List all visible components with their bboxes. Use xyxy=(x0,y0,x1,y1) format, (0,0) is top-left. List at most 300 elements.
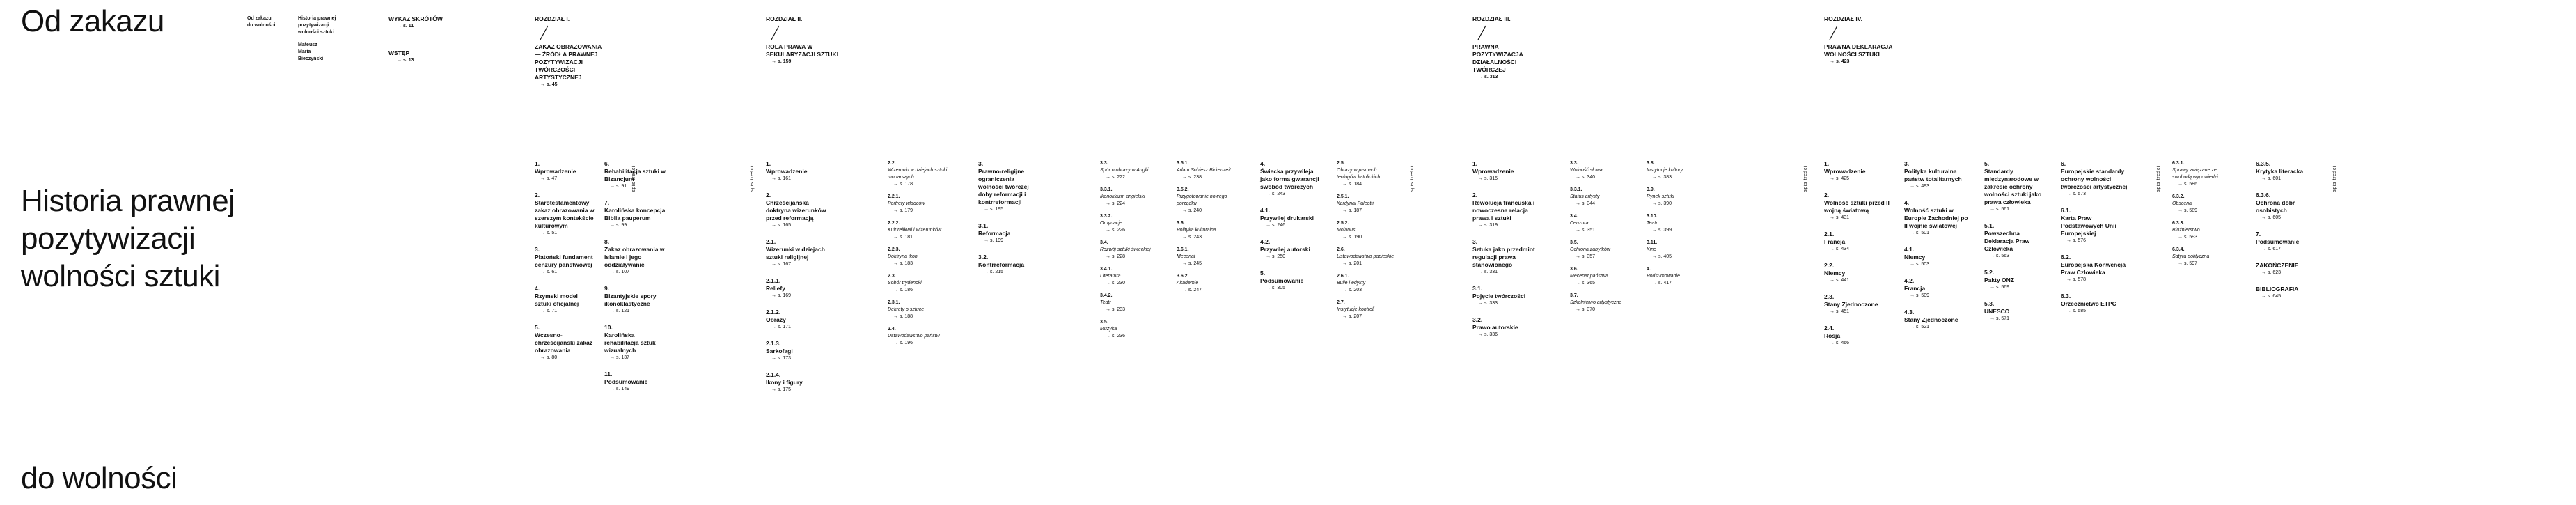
toc-entry[interactable] xyxy=(1570,240,1633,261)
toc-entry[interactable] xyxy=(1824,262,1890,284)
front-subtitle-author: Historia prawnej pozytywizacji wolności sztuki Mateusz Maria Bieczyński xyxy=(298,16,336,61)
toc-entry-page: → s. 405 xyxy=(1652,254,1672,259)
toc-entry[interactable] xyxy=(1177,247,1239,267)
toc-entry-title: Europejskie standardy ochrony wolności twórczości artystycznej xyxy=(2061,168,2128,190)
toc-entry-title: Powszechna Deklaracja Praw Człowieka xyxy=(1984,230,2030,252)
toc-entry-number: 6.3.4. xyxy=(2172,247,2185,252)
toc-entry[interactable] xyxy=(1472,316,1539,339)
toc-entry[interactable] xyxy=(1177,220,1239,241)
toc-entry[interactable] xyxy=(2256,231,2318,253)
toc-entry-number: 6.3.5. xyxy=(2256,160,2271,167)
toc-entry-title: Rynek sztuki xyxy=(1647,194,1674,199)
toc-entry-title: Muzyka xyxy=(1100,327,1117,332)
toc-entry[interactable] xyxy=(1337,247,1396,267)
toc-entry[interactable] xyxy=(888,300,950,320)
toc-entry-title: Europejska Konwencja Praw Człowieka xyxy=(2061,261,2126,276)
toc-entry[interactable] xyxy=(1570,213,1633,234)
toc-entry-title: Bluźnierstwo xyxy=(2172,228,2200,233)
toc-entry-number: 8. xyxy=(604,238,610,245)
toc-entry-page: → s. 171 xyxy=(771,325,792,329)
toc-entry[interactable] xyxy=(1824,192,1890,222)
toc-entry-page: → s. 184 xyxy=(1342,182,1362,187)
toc-entry-page: → s. 344 xyxy=(1576,201,1596,206)
toc-column xyxy=(535,160,596,371)
toc-entry-number: 5. xyxy=(1260,270,1266,277)
chapter-1-header[interactable]: ROZDZIAŁ I. ZAKAZ OBRAZOWANIA — ŹRÓDŁA PRAWNEJ POZYTYWIZACJI TWÓRCZOŚCI ARTYSTYCZNEJ → s. 45 xyxy=(535,15,602,87)
toc-entry-title: Teatr xyxy=(1100,300,1111,305)
toc-entry-page: → s. 501 xyxy=(1910,231,1930,235)
toc-entry[interactable] xyxy=(766,238,832,268)
toc-entry-page: → s. 370 xyxy=(1576,307,1596,312)
toc-entry-title: Akademie xyxy=(1177,281,1199,286)
toc-entry-page: → s. 578 xyxy=(2066,277,2087,282)
toc-entry[interactable] xyxy=(1337,273,1396,294)
toc-entry-page: → s. 121 xyxy=(610,309,630,313)
toc-entry-page: → s. 585 xyxy=(2066,309,2087,313)
toc-entry[interactable] xyxy=(2172,160,2235,188)
toc-entry-number: 3.2. xyxy=(1472,316,1483,323)
toc-entry[interactable] xyxy=(766,277,832,300)
toc-entry-number: 11. xyxy=(604,371,613,378)
toc-entry-title: Karolińska koncepcja Biblia pauperum xyxy=(604,207,666,222)
toc-entry-page: → s. 441 xyxy=(1830,278,1850,283)
toc-entry[interactable] xyxy=(1824,325,1890,347)
toc-entry-page: → s. 238 xyxy=(1182,175,1202,180)
toc-entry-title: Molanus xyxy=(1337,228,1356,233)
toc-entry-number: 3.6. xyxy=(1177,221,1185,226)
toc-entry[interactable] xyxy=(2061,293,2130,315)
toc-entry[interactable] xyxy=(2256,192,2318,222)
toc-entry-number: 2.2.2. xyxy=(888,221,900,226)
toc-column xyxy=(978,160,1034,285)
toc-entry[interactable] xyxy=(1472,192,1539,229)
toc-entry-number: 2.1.4. xyxy=(766,371,781,378)
toc-entry[interactable] xyxy=(1570,266,1633,287)
toc-entry[interactable] xyxy=(1904,199,1970,237)
toc-entry-title: Przygotowanie nowego porządku xyxy=(1177,194,1227,206)
toc-entry-title: Francja xyxy=(1904,285,1926,292)
toc-entry-page: → s. 173 xyxy=(771,356,792,361)
toc-entry-number: 3.3. xyxy=(1570,161,1578,166)
toc-column xyxy=(1100,160,1163,345)
toc-entry-number: 2.5.2. xyxy=(1337,221,1349,226)
toc-entry-title: Sztuka jako przedmiot regulacji prawa stanowionego xyxy=(1472,246,1535,268)
toc-entry-number: 6.3.1. xyxy=(2172,161,2185,166)
toc-entry-page: → s. 175 xyxy=(771,387,792,392)
toc-entry[interactable] xyxy=(766,340,832,362)
toc-entry-number: 3.1. xyxy=(978,222,989,229)
toc-entry[interactable] xyxy=(766,192,832,229)
toc-entry[interactable] xyxy=(1824,160,1890,182)
toc-entry-page: → s. 333 xyxy=(1478,301,1498,306)
toc-entry-title: Polityka kulturalna xyxy=(1177,228,1216,233)
toc-entry-number: 6.3.2. xyxy=(2172,194,2185,199)
abbrev-entry[interactable]: WYKAZ SKRÓTÓW → s. 11 WSTĘP → s. 13 xyxy=(388,15,443,63)
toc-entry-title: Karta Praw Podstawowych Unii Europejskiej xyxy=(2061,215,2116,237)
toc-column xyxy=(888,160,950,352)
toc-entry-page: → s. 165 xyxy=(771,223,792,228)
toc-entry-title: Karolińska rehabilitacja sztuk wizualnych xyxy=(604,332,656,354)
toc-entry[interactable] xyxy=(535,160,596,182)
toc-entry[interactable] xyxy=(1177,187,1239,215)
toc-entry-title: Ustawodawstwo papieskie xyxy=(1337,254,1395,259)
toc-entry-title: Stany Zjednoczone xyxy=(1824,301,1878,308)
toc-entry-title: Wprowadzenie xyxy=(1472,168,1514,175)
toc-entry-title: Sarkofagi xyxy=(766,348,793,355)
toc-entry-page: → s. 571 xyxy=(1990,316,2010,321)
toc-entry-title: Niemcy xyxy=(1904,254,1926,261)
toc-entry[interactable] xyxy=(1177,273,1239,294)
toc-entry[interactable] xyxy=(888,160,950,188)
toc-entry[interactable] xyxy=(604,371,666,393)
toc-entry[interactable] xyxy=(1100,240,1163,261)
toc-entry-page: → s. 623 xyxy=(2261,270,2282,275)
toc-entry-number: 3.4. xyxy=(1570,214,1578,219)
toc-entry-page: → s. 250 xyxy=(1266,254,1286,259)
toc-entry[interactable] xyxy=(604,238,666,276)
toc-entry-title: Instytucje kontroli xyxy=(1337,307,1375,312)
toc-entry-page: → s. 199 xyxy=(984,238,1004,243)
toc-entry-page: → s. 236 xyxy=(1106,334,1126,339)
toc-entry-title: Przywilej drukarski xyxy=(1260,215,1314,222)
toc-entry[interactable] xyxy=(2256,160,2318,182)
toc-entry-title: Ikonoklazm angielski xyxy=(1100,194,1145,199)
toc-entry[interactable] xyxy=(1260,270,1319,292)
toc-entry-number: 3.8. xyxy=(1647,161,1655,166)
toc-entry-number: 1. xyxy=(535,160,540,167)
toc-entry-page: → s. 617 xyxy=(2261,247,2282,251)
toc-entry[interactable] xyxy=(535,246,596,276)
chapter-2-header[interactable]: ROZDZIAŁ II. ROLA PRAWA W SEKULARYZACJI SZTUKI → s. 159 xyxy=(766,15,839,64)
toc-entry-page: → s. 149 xyxy=(610,387,630,391)
toc-entry[interactable] xyxy=(1100,213,1163,234)
toc-column xyxy=(1260,160,1319,301)
toc-column xyxy=(1647,160,1709,293)
toc-entry-title: Świecka przywileja jako forma gwarancji swobód twórczych xyxy=(1260,168,1319,190)
toc-entry-number: 1. xyxy=(1824,160,1830,167)
toc-entry-number: 6.2. xyxy=(2061,254,2071,261)
toc-entry-page: → s. 451 xyxy=(1830,309,1850,314)
toc-entry-number: 6.3. xyxy=(2061,293,2071,300)
toc-column xyxy=(1904,160,1970,340)
toc-entry-page: → s. 183 xyxy=(893,261,913,266)
toc-entry[interactable] xyxy=(1984,160,2050,213)
toc-entry-number: 2.1. xyxy=(1824,231,1835,238)
toc-entry[interactable] xyxy=(1904,277,1970,300)
toc-entry-page: → s. 319 xyxy=(1478,223,1498,228)
toc-entry-title: Starotestamentowy zakaz obrazowania w szerszym kontekście kulturowym xyxy=(535,199,595,229)
toc-entry[interactable] xyxy=(888,220,950,241)
toc-entry[interactable] xyxy=(1570,160,1633,181)
toc-entry-page: → s. 576 xyxy=(2066,238,2087,243)
toc-entry-title: UNESCO xyxy=(1984,308,2010,315)
toc-entry[interactable] xyxy=(1472,285,1539,307)
toc-entry[interactable] xyxy=(1904,246,1970,268)
toc-entry-number: 2.2.1. xyxy=(888,194,900,199)
toc-entry-title: Zakaz obrazowania w islamie i jego oddziaływanie xyxy=(604,246,665,268)
toc-entry-title: Mecenat państwa xyxy=(1570,274,1608,279)
toc-entry[interactable] xyxy=(1100,160,1163,181)
toc-entry-page: → s. 51 xyxy=(540,231,558,235)
toc-entry-number: 2.1.3. xyxy=(766,340,781,347)
toc-entry-title: Wizerunki w dziejach sztuki monarszych xyxy=(888,168,948,180)
toc-entry-number: 6.3.6. xyxy=(2256,192,2271,199)
toc-entry-title: Podsumowanie xyxy=(1647,274,1680,279)
toc-entry-page: → s. 99 xyxy=(610,223,627,228)
toc-entry-title: Stany Zjednoczone xyxy=(1904,316,1958,323)
toc-entry-title: Sprawy związane ze swobodą wypowiedzi xyxy=(2172,168,2218,180)
toc-entry[interactable] xyxy=(1260,160,1319,198)
toc-entry-number: 3.4. xyxy=(1100,240,1108,245)
toc-entry-number: 5.2. xyxy=(1984,269,1995,276)
toc-entry-title: Francja xyxy=(1824,238,1846,245)
toc-entry-number: 2.6. xyxy=(1337,247,1345,252)
toc-entry-title: Teatr xyxy=(1647,221,1658,226)
toc-entry[interactable] xyxy=(1100,319,1163,340)
toc-entry-page: → s. 107 xyxy=(610,270,630,274)
toc-entry-page: → s. 71 xyxy=(540,309,558,313)
toc-entry-title: Obrazy xyxy=(766,316,786,323)
toc-entry-number: 2.4. xyxy=(888,327,896,332)
toc-entry-page: → s. 315 xyxy=(1478,176,1498,181)
toc-entry[interactable] xyxy=(1337,300,1396,320)
slash-icon xyxy=(539,25,549,40)
toc-entry[interactable] xyxy=(1984,269,2050,291)
toc-entry-number: 5.1. xyxy=(1984,222,1995,229)
toc-entry[interactable] xyxy=(888,273,950,294)
toc-entry-number: 3.6.1. xyxy=(1177,247,1189,252)
toc-entry-number: 2. xyxy=(535,192,540,199)
toc-entry-number: 3.5. xyxy=(1100,320,1108,325)
toc-entry-number: 2.1. xyxy=(766,238,776,245)
toc-entry[interactable] xyxy=(2172,194,2235,215)
toc-entry-title: Mecenat xyxy=(1177,254,1195,259)
toc-entry[interactable] xyxy=(1824,293,1890,316)
toc-entry[interactable] xyxy=(604,199,666,229)
toc-entry-title: Szkolnictwo artystyczne xyxy=(1570,300,1622,305)
toc-entry[interactable] xyxy=(1647,213,1709,234)
toc-entry-number: 6. xyxy=(604,160,610,167)
toc-entry[interactable] xyxy=(978,254,1034,276)
toc-entry-page: → s. 247 xyxy=(1182,288,1202,293)
toc-entry-title: Cenzura xyxy=(1570,221,1589,226)
toc-entry[interactable] xyxy=(535,324,596,362)
toc-entry-title: Status artysty xyxy=(1570,194,1600,199)
toc-entry-page: → s. 586 xyxy=(2178,182,2198,187)
toc-entry-page: → s. 80 xyxy=(540,355,558,360)
chapter-4-header[interactable]: ROZDZIAŁ IV. PRAWNA DEKLARACJA WOLNOŚCI SZTUKI → s. 423 xyxy=(1824,15,1893,64)
toc-entry[interactable] xyxy=(1984,300,2050,323)
toc-entry-number: 3.10. xyxy=(1647,214,1658,219)
toc-entry-number: 3.6. xyxy=(1570,267,1578,272)
toc-entry[interactable] xyxy=(1177,160,1239,181)
toc-entry-page: → s. 240 xyxy=(1182,208,1202,213)
toc-entry-number: 3. xyxy=(978,160,984,167)
toc-entry-page: → s. 573 xyxy=(2066,192,2087,196)
toc-entry-page: → s. 597 xyxy=(2178,261,2198,266)
toc-column xyxy=(1570,160,1633,319)
toc-entry-page: → s. 466 xyxy=(1830,341,1850,345)
toc-entry-page: → s. 195 xyxy=(984,207,1004,212)
toc-entry[interactable] xyxy=(978,160,1034,213)
toc-entry-title: Platoński fundament cenzury państwowej xyxy=(535,254,593,268)
toc-entry[interactable] xyxy=(766,160,832,182)
toc-entry-title: Wolność słowa xyxy=(1570,168,1603,173)
toc-entry[interactable] xyxy=(1472,160,1539,182)
toc-column xyxy=(1472,160,1539,348)
toc-entry-number: 3. xyxy=(1472,238,1478,245)
toc-entry-title: Kontrreformacja xyxy=(978,261,1025,268)
toc-entry[interactable] xyxy=(1570,293,1633,313)
toc-entry-title: Reformacja xyxy=(978,230,1011,237)
toc-entry[interactable] xyxy=(1904,160,1970,190)
toc-entry-page: → s. 305 xyxy=(1266,286,1286,290)
toc-entry-page: → s. 589 xyxy=(2178,208,2198,213)
toc-entry-number: 3. xyxy=(1904,160,1910,167)
toc-entry-title: Rewolucja francuska i nowoczesna relacja prawa i sztuki xyxy=(1472,199,1535,222)
toc-entry[interactable] xyxy=(1984,222,2050,260)
toc-entry-title: Prawo autorskie xyxy=(1472,324,1518,331)
toc-entry-title: Przywilej autorski xyxy=(1260,246,1310,253)
toc-entry[interactable] xyxy=(2061,207,2130,244)
toc-entry[interactable] xyxy=(1647,240,1709,261)
toc-entry-page: → s. 561 xyxy=(1990,207,2010,212)
toc-entry-title: Spór o obrazy w Anglii xyxy=(1100,168,1149,173)
toc-entry[interactable] xyxy=(1472,238,1539,276)
toc-entry[interactable] xyxy=(1570,187,1633,208)
toc-entry-number: 3.6.2. xyxy=(1177,274,1189,279)
toc-entry-page: → s. 645 xyxy=(2261,294,2282,299)
toc-entry-page: → s. 245 xyxy=(1182,261,1202,266)
toc-entry[interactable] xyxy=(2256,262,2318,277)
toc-entry-title: Podsumowanie xyxy=(2256,238,2300,245)
toc-entry-page: → s. 233 xyxy=(1106,307,1126,312)
toc-entry[interactable] xyxy=(2061,254,2130,283)
toc-entry-page: → s. 207 xyxy=(1342,314,1362,319)
toc-entry-page: → s. 593 xyxy=(2178,235,2198,240)
toc-entry-page: → s. 425 xyxy=(1830,176,1850,181)
toc-entry-title: Podsumowanie xyxy=(1260,277,1304,284)
chapter-3-header[interactable]: ROZDZIAŁ III. PRAWNA POZYTYWIZACJA DZIAŁALNOŚCI TWÓRCZEJ → s. 313 xyxy=(1472,15,1523,79)
toc-entry[interactable] xyxy=(1100,187,1163,208)
toc-entry-title: Literatura xyxy=(1100,274,1121,279)
toc-entry[interactable] xyxy=(2172,247,2235,267)
toc-entry-number: 1. xyxy=(766,160,771,167)
toc-entry[interactable] xyxy=(1100,266,1163,287)
toc-entry-title: Ikony i figury xyxy=(766,379,803,386)
toc-entry-title: Kult relikwii i wizerunków xyxy=(888,228,942,233)
toc-entry[interactable] xyxy=(1260,207,1319,229)
toc-entry-page: → s. 399 xyxy=(1652,228,1672,233)
toc-entry-title: Kino xyxy=(1647,247,1657,252)
toc-entry[interactable] xyxy=(2256,286,2318,300)
toc-entry-title: Prawno-religijne ograniczenia wolności twórczej doby reformacji i kontrreformacji xyxy=(978,168,1029,205)
toc-entry-number: 6.3.3. xyxy=(2172,221,2185,226)
toc-entry-title: Wolność sztuki przed II wojną światową xyxy=(1824,199,1890,214)
slash-icon xyxy=(1477,25,1486,40)
toc-entry-page: → s. 230 xyxy=(1106,281,1126,286)
toc-entry[interactable] xyxy=(604,285,666,315)
toc-entry-number: 4. xyxy=(1647,267,1651,272)
toc-entry[interactable] xyxy=(535,285,596,315)
toc-entry-number: 9. xyxy=(604,285,610,292)
spis-label: spis treści xyxy=(750,166,755,192)
toc-entry[interactable] xyxy=(604,324,666,362)
toc-entry-number: 3.5.1. xyxy=(1177,161,1189,166)
toc-entry-page: → s. 365 xyxy=(1576,281,1596,286)
toc-entry[interactable] xyxy=(1647,266,1709,287)
toc-column xyxy=(2061,160,2130,324)
toc-entry[interactable] xyxy=(766,309,832,331)
toc-entry[interactable] xyxy=(766,371,832,394)
toc-entry[interactable] xyxy=(1647,187,1709,208)
toc-entry[interactable] xyxy=(2061,160,2130,198)
toc-entry-number: 3.11. xyxy=(1647,240,1658,245)
toc-entry-number: 6.1. xyxy=(2061,207,2071,214)
toc-entry-page: → s. 417 xyxy=(1652,281,1672,286)
toc-entry-title: BIBLIOGRAFIA xyxy=(2256,286,2299,293)
toc-entry[interactable] xyxy=(1337,194,1396,215)
toc-entry-page: → s. 226 xyxy=(1106,228,1126,233)
toc-entry[interactable] xyxy=(978,222,1034,244)
toc-entry[interactable] xyxy=(888,194,950,215)
toc-entry-number: 4.2. xyxy=(1260,238,1271,245)
toc-entry-number: 5. xyxy=(1984,160,1990,167)
toc-entry-number: 2. xyxy=(1824,192,1830,199)
toc-entry[interactable] xyxy=(1904,309,1970,331)
toc-entry[interactable] xyxy=(1337,220,1396,241)
toc-entry-title: Sobór trydencki xyxy=(888,281,922,286)
toc-entry[interactable] xyxy=(2172,220,2235,241)
toc-entry-number: 4.1. xyxy=(1260,207,1271,214)
toc-entry-title: Wprowadzenie xyxy=(766,168,808,175)
toc-entry[interactable] xyxy=(535,192,596,237)
toc-entry-title: Wprowadzenie xyxy=(1824,168,1866,175)
toc-entry[interactable] xyxy=(604,160,666,190)
toc-entry[interactable] xyxy=(1824,231,1890,253)
toc-column xyxy=(2256,160,2318,309)
toc-entry-number: 4.2. xyxy=(1904,277,1915,284)
toc-entry[interactable] xyxy=(888,247,950,267)
toc-entry-number: 2.3.1. xyxy=(888,300,900,305)
toc-entry-page: → s. 91 xyxy=(610,184,627,189)
toc-entry-title: Reliefy xyxy=(766,285,785,292)
toc-entry-title: Chrześcijańska doktryna wizerunków przed reformacją xyxy=(766,199,826,222)
toc-entry-title: Kardynał Paleotti xyxy=(1337,201,1374,206)
toc-entry[interactable] xyxy=(1647,160,1709,181)
toc-entry-title: Instytucje kultury xyxy=(1647,168,1683,173)
spis-label: spis treści xyxy=(2156,166,2161,192)
toc-entry-title: Ustawodawstwo państw xyxy=(888,334,940,339)
toc-entry-page: → s. 181 xyxy=(893,235,913,240)
toc-entry-page: → s. 331 xyxy=(1478,270,1498,274)
toc-entry[interactable] xyxy=(888,326,950,347)
toc-entry-title: Rzymski model sztuki oficjalnej xyxy=(535,293,579,307)
toc-entry[interactable] xyxy=(1260,238,1319,261)
toc-entry-title: Adam Sobiesz Birkenzeit xyxy=(1177,168,1231,173)
toc-entry-number: 5. xyxy=(535,324,540,331)
toc-entry[interactable] xyxy=(1100,293,1163,313)
toc-entry-page: → s. 215 xyxy=(984,270,1004,274)
toc-entry[interactable] xyxy=(1337,160,1396,188)
slash-icon xyxy=(770,25,780,40)
toc-entry-number: 3.3.2. xyxy=(1100,214,1113,219)
toc-entry-page: → s. 340 xyxy=(1576,175,1596,180)
toc-entry-number: 3.5.2. xyxy=(1177,187,1189,192)
toc-entry-number: 7. xyxy=(2256,231,2261,238)
toc-entry-page: → s. 167 xyxy=(771,262,792,267)
toc-entry-page: → s. 605 xyxy=(2261,215,2282,220)
